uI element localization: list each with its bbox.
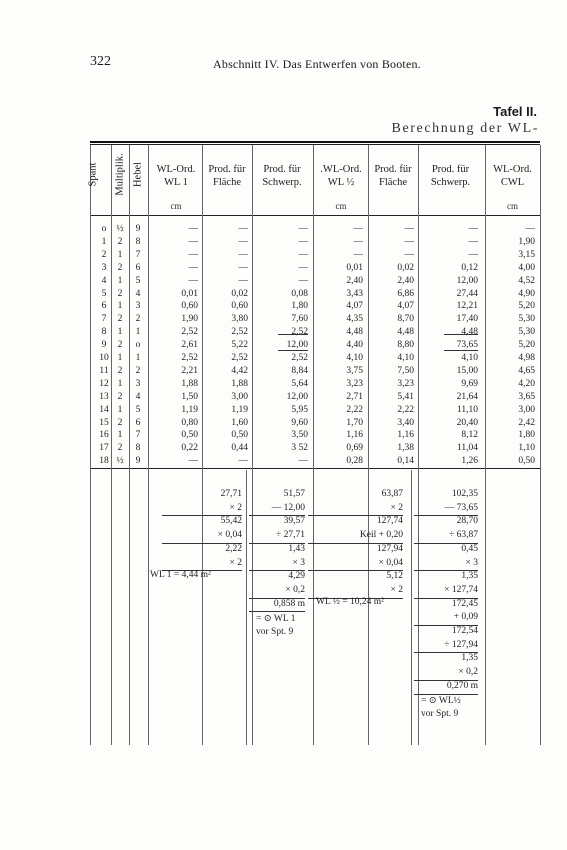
sum-underline <box>444 334 478 335</box>
calc-wlh-centroid-line: + 0,09 <box>453 612 478 623</box>
cell-ps2: 8,12 <box>461 430 478 441</box>
calc-wlh-centroid-line: ÷ 127,94 <box>444 639 478 650</box>
cell-hebel: 7 <box>135 249 141 260</box>
column-line <box>246 470 247 745</box>
cell-ps2: 12,00 <box>456 275 478 286</box>
cell-ps1: — <box>298 249 308 260</box>
cell-wlh: 1,70 <box>346 417 363 428</box>
cell-multiplik: 1 <box>117 404 123 415</box>
calc-wlh-area-line: 127,94 <box>376 543 403 554</box>
calc-wl1-centroid-line: × 3 <box>292 557 305 568</box>
calc-wl1-centroid-line: — 12,00 <box>271 502 305 513</box>
cell-pf1: — <box>238 249 248 260</box>
cell-spant: 4 <box>101 275 107 286</box>
cell-wl1: 2,52 <box>181 327 198 338</box>
cell-cwl: 1,90 <box>518 236 535 247</box>
sum-underline <box>278 350 308 351</box>
cell-cwl: 4,00 <box>518 262 535 273</box>
cell-wlh: 4,48 <box>346 327 363 338</box>
cell-spant: 1 <box>101 236 107 247</box>
cell-pf2: 4,48 <box>397 327 414 338</box>
cell-ps1: — <box>298 262 308 273</box>
cell-wl1: 0,80 <box>181 417 198 428</box>
cell-spant: 18 <box>99 456 109 467</box>
header-cwl-line1: WL-Ord. <box>493 164 532 175</box>
cell-ps1: — <box>298 224 308 234</box>
column-line <box>368 145 369 745</box>
plate-label: Tafel II. <box>493 104 537 119</box>
cell-ps1: 8,84 <box>291 365 308 376</box>
cell-cwl: — <box>525 224 535 234</box>
cell-pf1: 2,52 <box>231 327 248 338</box>
cell-wlh: 0,28 <box>346 456 363 467</box>
header-wl1-line2: WL 1 <box>164 177 188 188</box>
cell-ps2: 9,69 <box>461 378 478 389</box>
cell-ps1: 12,00 <box>286 340 308 351</box>
cell-wlh: 4,07 <box>346 301 363 312</box>
cell-wlh: 4,35 <box>346 314 363 325</box>
cell-hebel: 1 <box>135 353 141 363</box>
cell-wl1: — <box>188 249 198 260</box>
cell-spant: 16 <box>99 430 109 441</box>
header-ps2 <box>418 163 483 189</box>
cell-pf2: 5,41 <box>397 391 414 402</box>
cell-spant: 14 <box>99 404 109 415</box>
cell-wl1: 0,22 <box>181 443 198 454</box>
sum-underline <box>444 350 478 351</box>
cell-hebel: 5 <box>135 275 141 286</box>
cell-wl1: 2,21 <box>181 365 198 376</box>
cell-hebel: 1 <box>135 327 141 338</box>
cell-pf2: 0,14 <box>397 456 414 467</box>
cell-wlh: 3,23 <box>346 378 363 389</box>
calc-wl1-area-line: 2,22 <box>225 543 242 554</box>
header-cwl-unit: cm <box>507 201 518 211</box>
cell-pf1: — <box>238 456 248 467</box>
cell-pf2: — <box>404 224 414 234</box>
cell-wl1: 1,19 <box>181 404 198 415</box>
cell-spant: 11 <box>99 365 109 376</box>
calc-wlh-area-line: × 0,04 <box>378 557 403 568</box>
cell-ps1: 12,00 <box>286 391 308 402</box>
cell-pf1: 3,80 <box>231 314 248 325</box>
cell-pf1: 4,42 <box>231 365 248 376</box>
column-line <box>313 145 314 745</box>
cell-ps2: — <box>468 224 478 234</box>
cell-spant: 17 <box>99 443 109 454</box>
cell-hebel: 7 <box>135 430 141 441</box>
cell-wlh: 4,10 <box>346 353 363 363</box>
cell-pf2: 2,22 <box>397 404 414 415</box>
body-bottom-rule <box>90 468 540 469</box>
cell-cwl: 4,90 <box>518 288 535 299</box>
cell-hebel: 3 <box>135 378 141 389</box>
cell-wlh: 3,75 <box>346 365 363 376</box>
calc-wl1-area-line: 27,71 <box>220 489 242 499</box>
header-bottom-rule <box>90 215 540 216</box>
cell-hebel: 9 <box>135 224 141 234</box>
cell-wl1: 0,60 <box>181 301 198 312</box>
cell-wl1: 2,52 <box>181 353 198 363</box>
calc-wlh-centroid-line: 0,270 m <box>446 680 478 691</box>
header-ps1-line2: Schwerp. <box>262 177 302 188</box>
cell-pf1: 0,50 <box>231 430 248 441</box>
calc-wlh-area-line: × 2 <box>390 502 403 513</box>
cell-wlh: 0,69 <box>346 443 363 454</box>
cell-hebel: 6 <box>135 417 141 428</box>
cell-ps1: 3,50 <box>291 430 308 441</box>
column-line <box>411 470 412 745</box>
cell-cwl: 4,52 <box>518 275 535 286</box>
cell-pf1: — <box>238 236 248 247</box>
cell-cwl: 0,50 <box>518 456 535 467</box>
header-wlh-unit: cm <box>335 201 347 211</box>
calc-wlh-area-line: 127,74 <box>376 516 403 527</box>
cell-pf2: 4,07 <box>397 301 414 312</box>
calc-wl1-centroid-line: 39,57 <box>283 516 305 527</box>
cell-wl1: 1,88 <box>181 378 198 389</box>
calc-wlh-centroid-line: × 3 <box>465 557 478 568</box>
header-wlh-line1: .WL-Ord. <box>320 164 362 175</box>
cell-hebel: 2 <box>135 365 141 376</box>
calc-wlh-centroid-line: × 0,2 <box>458 667 478 678</box>
header-pf1 <box>202 163 252 189</box>
cell-ps2: 27,44 <box>456 288 478 299</box>
column-line <box>540 145 541 745</box>
column-line <box>252 145 253 745</box>
cell-multiplik: 2 <box>117 288 123 299</box>
wl1-area-result: WL 1 = 4,44 m² <box>150 570 211 580</box>
cell-pf2: 7,50 <box>397 365 414 376</box>
cell-ps2: 17,40 <box>456 314 478 325</box>
cell-cwl: 4,98 <box>518 353 535 363</box>
calc-wlh-area-line: × 2 <box>390 584 403 595</box>
cell-cwl: 5,30 <box>518 327 535 338</box>
cell-multiplik: 1 <box>117 430 123 441</box>
calc-wlh-centroid-line: 1,35 <box>461 653 478 664</box>
calc-wlh-centroid-line: × 127,74 <box>444 584 478 595</box>
cell-ps2: 4,10 <box>461 353 478 363</box>
header-ps1 <box>252 163 312 189</box>
cell-pf1: — <box>238 224 248 234</box>
header-multiplik: Multiplik. <box>114 153 126 196</box>
cell-pf1: 5,22 <box>231 340 248 351</box>
centroid-result: = ⊙ WL½ <box>421 696 461 706</box>
cell-wlh: 2,71 <box>346 391 363 402</box>
calc-wlh-centroid-line: ÷ 63,87 <box>449 530 478 541</box>
cell-ps2: 21,64 <box>456 391 478 402</box>
table-title: Berechnung der WL- <box>391 121 539 136</box>
cell-pf2: 3,40 <box>397 417 414 428</box>
cell-wlh: 2,22 <box>346 404 363 415</box>
cell-ps2: — <box>468 249 478 260</box>
cell-pf1: 0,02 <box>231 288 248 299</box>
wlh-area-result: WL ½ = 10,24 m² <box>316 597 385 607</box>
cell-hebel: 8 <box>135 443 141 454</box>
cell-pf1: 1,88 <box>231 378 248 389</box>
cell-pf1: 1,19 <box>231 404 248 415</box>
header-wl1-unit: cm <box>170 201 182 211</box>
calc-wlh-centroid-line: 1,35 <box>461 571 478 582</box>
cell-pf1: — <box>238 275 248 286</box>
cell-wlh: 1,16 <box>346 430 363 441</box>
header-wlh-line2: WL ½ <box>327 177 355 188</box>
cell-pf2: 6,86 <box>397 288 414 299</box>
cell-pf2: 3,23 <box>397 378 414 389</box>
cell-hebel: 2 <box>135 314 141 325</box>
cell-ps1: 0,08 <box>291 288 308 299</box>
cell-spant: 2 <box>101 249 107 260</box>
header-wl1-line1: WL-Ord. <box>156 164 196 175</box>
cell-ps1: 5,64 <box>291 378 308 389</box>
cell-hebel: 4 <box>135 391 141 402</box>
table-top-rule <box>90 141 540 143</box>
cell-spant: 6 <box>101 301 107 312</box>
calc-wlh-centroid-line: 28,70 <box>456 516 478 527</box>
calc-wl1-area-line: 55,42 <box>220 516 242 527</box>
cell-multiplik: 1 <box>117 275 123 286</box>
cell-spant: 12 <box>99 378 109 389</box>
cell-hebel: 3 <box>135 301 141 312</box>
cell-wl1: — <box>188 224 198 234</box>
cell-ps1: — <box>298 275 308 286</box>
header-cwl-line2: CWL <box>500 177 525 188</box>
cell-ps1: 9,60 <box>291 417 308 428</box>
cell-wl1: — <box>188 275 198 286</box>
cell-cwl: 4,20 <box>518 378 535 389</box>
page-number: 322 <box>90 54 111 69</box>
cell-pf2: 2,40 <box>397 275 414 286</box>
cell-ps1: — <box>298 456 308 467</box>
cell-wl1: 0,50 <box>181 430 198 441</box>
cell-spant: 15 <box>99 417 109 428</box>
cell-multiplik: 1 <box>117 249 123 260</box>
cell-ps2: — <box>468 236 478 247</box>
calc-wlh-area-line: 63,87 <box>381 489 403 499</box>
calc-wlh-area-line: Keil + 0,20 <box>359 530 403 541</box>
cell-multiplik: 2 <box>117 443 123 454</box>
cell-hebel: 8 <box>135 236 141 247</box>
header-pf1-line1: Prod. für <box>208 164 246 175</box>
cell-cwl: 3,15 <box>518 249 535 260</box>
cell-ps1: 2,52 <box>291 327 308 338</box>
calc-wlh-area-line: 5,12 <box>386 571 403 582</box>
cell-wl1: 2,61 <box>181 340 198 351</box>
cell-pf1: — <box>238 262 248 273</box>
cell-ps2: 12,21 <box>456 301 478 312</box>
cell-ps2: 20,40 <box>456 417 478 428</box>
header-pf1-line2: Fläche <box>213 177 241 188</box>
cell-pf1: 0,60 <box>231 301 248 312</box>
cell-spant: o <box>101 224 107 234</box>
cell-cwl: 3,65 <box>518 391 535 402</box>
calc-wl1-centroid-line: 51,57 <box>283 489 305 499</box>
header-ps2-line2: Schwerp. <box>430 177 471 188</box>
header-pf2 <box>368 163 418 189</box>
cell-wlh: — <box>353 249 363 260</box>
cell-pf1: 2,52 <box>231 353 248 363</box>
calc-wlh-centroid-line: 102,35 <box>451 489 478 499</box>
cell-wlh: 4,40 <box>346 340 363 351</box>
calc-wl1-area-line: × 2 <box>229 557 242 568</box>
header-pf2-line2: Fläche <box>379 177 407 188</box>
cell-multiplik: 1 <box>117 301 123 312</box>
centroid-result: vor Spt. 9 <box>256 627 294 637</box>
cell-multiplik: 1 <box>117 378 123 389</box>
calc-wl1-centroid-line: ÷ 27,71 <box>276 530 305 541</box>
cell-spant: 13 <box>99 391 109 402</box>
calc-wl1-area-line: × 2 <box>229 502 242 513</box>
cell-spant: 8 <box>101 327 107 338</box>
cell-multiplik: ½ <box>116 456 124 467</box>
cell-pf1: 1,60 <box>231 417 248 428</box>
cell-hebel: 9 <box>135 456 141 467</box>
cell-hebel: 4 <box>135 288 141 299</box>
centroid-result: = ⊙ WL 1 <box>256 614 296 624</box>
calc-wlh-centroid-line: — 73,65 <box>444 502 478 513</box>
cell-ps1: 7,60 <box>291 314 308 325</box>
column-line <box>202 145 203 745</box>
cell-wlh: — <box>353 236 363 247</box>
cell-multiplik: 2 <box>117 340 123 351</box>
calc-wlh-centroid-line: 0,45 <box>461 543 478 554</box>
cell-ps1: 2,52 <box>291 353 308 363</box>
cell-pf2: 1,38 <box>397 443 414 454</box>
cell-pf2: 4,10 <box>397 353 414 363</box>
cell-ps2: 0,12 <box>461 262 478 273</box>
column-line <box>485 145 486 745</box>
cell-multiplik: 1 <box>117 327 123 338</box>
cell-ps2: 11,10 <box>456 404 478 415</box>
cell-cwl: 5,20 <box>518 340 535 351</box>
cell-ps1: 3 52 <box>291 443 308 454</box>
cell-cwl: 5,20 <box>518 301 535 312</box>
header-cwl <box>485 163 540 189</box>
cell-hebel: o <box>135 340 141 351</box>
cell-wl1: 1,90 <box>181 314 198 325</box>
calc-wl1-centroid-line: × 0,2 <box>285 584 305 595</box>
calc-wl1-centroid-line: 4,29 <box>288 571 305 582</box>
cell-wl1: — <box>188 262 198 273</box>
cell-wl1: 1,50 <box>181 391 198 402</box>
cell-pf2: 8,80 <box>397 340 414 351</box>
sum-underline <box>278 334 308 335</box>
cell-ps1: 1,80 <box>291 301 308 312</box>
cell-wl1: 0,01 <box>181 288 198 299</box>
cell-ps1: 5,95 <box>291 404 308 415</box>
cell-pf2: 0,02 <box>397 262 414 273</box>
cell-spant: 7 <box>101 314 107 325</box>
cell-spant: 9 <box>101 340 107 351</box>
cell-wlh: 2,40 <box>346 275 363 286</box>
calc-wlh-centroid-line: 172,54 <box>451 626 478 636</box>
cell-ps2: 11,04 <box>456 443 478 454</box>
cell-wlh: — <box>353 224 363 234</box>
cell-wlh: 0,01 <box>346 262 363 273</box>
calc-wl1-centroid-line: 0,858 m <box>273 598 305 609</box>
header-wl1 <box>150 163 202 189</box>
cell-pf1: 3,00 <box>231 391 248 402</box>
cell-ps2: 73,65 <box>456 340 478 351</box>
header-spant: Spant <box>87 162 99 187</box>
cell-spant: 3 <box>101 262 107 273</box>
cell-ps2: 1,26 <box>461 456 478 467</box>
cell-ps2: 4,48 <box>461 327 478 338</box>
centroid-result: vor Spt. 9 <box>421 709 459 719</box>
cell-pf1: 0,44 <box>231 443 248 454</box>
cell-wl1: — <box>188 456 198 467</box>
cell-multiplik: ½ <box>116 224 124 234</box>
header-pf2-line1: Prod. für <box>374 164 412 175</box>
header-hebel: Hebel <box>132 161 144 188</box>
cell-multiplik: 2 <box>117 391 123 402</box>
calc-wl1-centroid-line: 1,43 <box>288 543 305 554</box>
calc-wlh-centroid-line: 172,45 <box>451 598 478 609</box>
cell-multiplik: 2 <box>117 262 123 273</box>
header-wlh <box>314 163 368 189</box>
cell-pf2: 8,70 <box>397 314 414 325</box>
cell-wl1: — <box>188 236 198 247</box>
cell-cwl: 1,80 <box>518 430 535 441</box>
cell-spant: 10 <box>99 353 109 363</box>
cell-cwl: 4,65 <box>518 365 535 376</box>
cell-cwl: 3,00 <box>518 404 535 415</box>
column-line <box>129 145 130 745</box>
column-line <box>148 145 149 745</box>
cell-pf2: 1,16 <box>397 430 414 441</box>
cell-pf2: — <box>404 236 414 247</box>
cell-multiplik: 1 <box>117 353 123 363</box>
cell-hebel: 5 <box>135 404 141 415</box>
cell-multiplik: 2 <box>117 314 123 325</box>
cell-cwl: 1,10 <box>518 443 535 454</box>
calc-wl1-area-line: × 0,04 <box>217 530 242 541</box>
column-line <box>90 145 91 745</box>
cell-ps2: 15,00 <box>456 365 478 376</box>
cell-wlh: 3,43 <box>346 288 363 299</box>
cell-hebel: 6 <box>135 262 141 273</box>
cell-ps1: — <box>298 236 308 247</box>
cell-cwl: 2,42 <box>518 417 535 428</box>
cell-multiplik: 2 <box>117 365 123 376</box>
cell-spant: 5 <box>101 288 107 299</box>
running-head: Abschnitt IV. Das Entwerfen von Booten. <box>213 57 421 71</box>
header-ps2-line1: Prod. für <box>431 164 470 175</box>
table-top-rule-thin <box>90 144 540 145</box>
cell-multiplik: 2 <box>117 417 123 428</box>
cell-pf2: — <box>404 249 414 260</box>
cell-cwl: 5,30 <box>518 314 535 325</box>
header-ps1-line1: Prod. für <box>263 164 301 175</box>
cell-multiplik: 2 <box>117 236 123 247</box>
